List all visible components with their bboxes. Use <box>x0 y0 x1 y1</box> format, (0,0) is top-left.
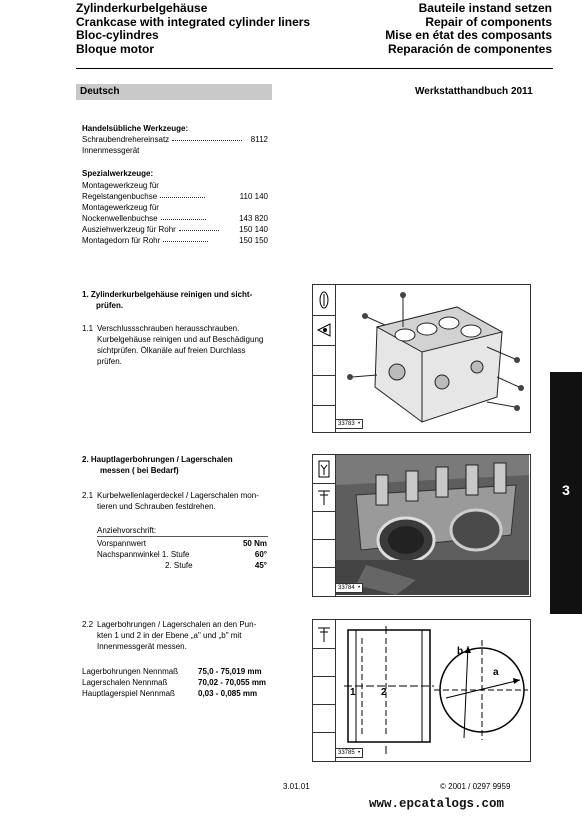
gauge-icon <box>313 620 335 649</box>
spec-label: Nachspannwinkel 1. Stufe <box>97 550 190 559</box>
measure-value: 70,02 - 70,055 mm <box>198 678 267 687</box>
manual-title: Werkstatthandbuch 2011 <box>415 86 533 97</box>
subtitle-de: Bauteile instand setzen <box>418 1 552 15</box>
measure-label: Lagerschalen Nennmaß <box>82 678 168 687</box>
spec-label: 2. Stufe <box>165 561 193 570</box>
plane-a-label: a <box>493 667 499 678</box>
title-es: Bloque motor <box>76 41 154 56</box>
tool-row: Regelstangenbuchse 110 140 <box>82 192 268 201</box>
section-2-title: 2. Hauptlagerbohrungen / Lagerschalen <box>82 455 233 464</box>
figure-measure-diagram <box>312 619 531 762</box>
measure-icon <box>313 315 335 346</box>
tool-row: Montagewerkzeug für <box>82 181 159 190</box>
tool-row: Innenmessgerät <box>82 146 140 155</box>
title-en: Crankcase with integrated cylinder liners <box>76 14 311 29</box>
subtitle-fr: Mise en état des composants <box>385 28 552 42</box>
step-text: kten 1 und 2 in der Ebene „a" und „b" mit <box>97 631 242 640</box>
tool-row: Montagedorn für Rohr 150 150 <box>82 236 268 245</box>
spec-value: 50 Nm <box>242 539 267 548</box>
gauge-icon <box>313 483 335 512</box>
tool-row: Ausziehwerkzeug für Rohr 150 140 <box>82 225 268 234</box>
engine-block-illustration <box>337 287 527 427</box>
step-text: tieren und Schrauben festdrehen. <box>97 502 216 511</box>
title-fr: Bloc-cylindres <box>76 28 159 42</box>
step-text: Kurbelgehäuse reinigen und auf Beschädigung <box>97 335 264 344</box>
step-text: Kurbelwellenlagerdeckel / Lagerschalen mon- <box>97 491 259 500</box>
measure-label: Lagerbohrungen Nennmaß <box>82 667 179 676</box>
watermark-url[interactable]: www.epcatalogs.com <box>369 797 505 811</box>
chapter-tab: 3 <box>550 372 582 614</box>
section-1-title-cont: prüfen. <box>96 301 124 310</box>
measure-value: 0,03 - 0,085 mm <box>198 689 258 698</box>
step-number: 2.2 <box>82 620 94 629</box>
language-bar <box>76 84 272 100</box>
spec-value: 45° <box>254 561 267 570</box>
tool-row: Nockenwellenbuchse 143 820 <box>82 214 268 223</box>
section-2-title-cont: messen ( bei Bedarf) <box>100 466 179 475</box>
bearing-photo <box>336 455 529 595</box>
instruction-label: Anziehvorschrift: <box>97 526 157 535</box>
figure-number: 33784 • <box>335 583 363 593</box>
step-text: Verschlussschrauben herausschrauben. <box>97 324 240 333</box>
figure-engine-block <box>312 284 531 433</box>
inspect-icon <box>313 285 335 316</box>
step-text: Innenmessgerät messen. <box>97 642 187 651</box>
tool-row: Schraubendrehereinsatz 8112 <box>82 135 268 144</box>
figure-bearing-photo <box>312 454 531 597</box>
measure-diagram <box>336 620 529 760</box>
section-1-title: 1. Zylinderkurbelgehäuse reinigen und sicht- <box>82 290 253 299</box>
page-number: 3.01.01 <box>283 782 310 791</box>
figure-number: 33785 • <box>335 748 363 758</box>
step-text: prüfen. <box>97 357 122 366</box>
step-number: 1.1 <box>82 324 94 333</box>
copyright: © 2001 / 0297 9959 <box>440 782 511 791</box>
spec-value: 60° <box>254 550 267 559</box>
spec-label: Vorspannwert <box>97 539 146 548</box>
header-rule <box>76 68 553 69</box>
figure-number: 33783 • <box>335 419 363 429</box>
point-2-label: 2 <box>381 687 387 698</box>
step-number: 2.1 <box>82 491 94 500</box>
subtitle-en: Repair of components <box>425 14 552 29</box>
step-text: Lagerbohrungen / Lagerschalen an den Pun- <box>97 620 257 629</box>
language-label: Deutsch <box>80 86 120 97</box>
measure-value: 75,0 - 75,019 mm <box>198 667 262 676</box>
step-text: sichtprüfen. Ölkanäle auf freien Durchlass <box>97 346 246 355</box>
title-de: Zylinderkurbelgehäuse <box>76 1 208 15</box>
tool-row: Montagewerkzeug für <box>82 203 159 212</box>
trade-tools-heading: Handelsübliche Werkzeuge: <box>82 124 189 133</box>
plane-b-label: b <box>457 646 464 657</box>
special-tools-heading: Spezialwerkzeuge: <box>82 169 154 178</box>
torque-icon <box>313 455 335 484</box>
measure-label: Hauptlagerspiel Nennmaß <box>82 689 175 698</box>
subtitle-es: Reparación de componentes <box>387 41 552 56</box>
point-1-label: 1 <box>350 687 356 698</box>
